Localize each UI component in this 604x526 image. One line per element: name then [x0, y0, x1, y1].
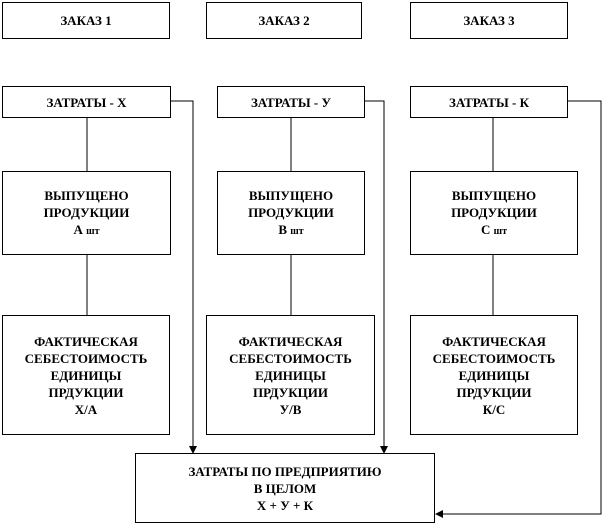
- total-line-2: В ЦЕЛОМ: [253, 480, 317, 496]
- unit-cost-1-line-3: ЕДИНИЦЫ: [50, 367, 122, 383]
- unit-cost-3-line-2: СЕБЕСТОИМОСТЬ: [432, 350, 556, 366]
- total-line-1: ЗАТРАТЫ ПО ПРЕДПРИЯТИЮ: [188, 463, 382, 479]
- unit-cost-2-box: [206, 315, 375, 435]
- unit-cost-3-line-1: ФАКТИЧЕСКАЯ: [442, 333, 546, 349]
- output-1-quantity: А шт: [73, 221, 100, 237]
- costs-2-box: [217, 86, 365, 118]
- unit-cost-2-line-2: СЕБЕСТОИМОСТЬ: [229, 350, 352, 366]
- unit-cost-2-formula: У/В: [279, 401, 302, 417]
- order-2-box: [206, 2, 362, 39]
- unit-cost-1-line-1: ФАКТИЧЕСКАЯ: [34, 333, 138, 349]
- costs-1-label: ЗАТРАТЫ - Х: [46, 94, 127, 110]
- arrow-costs-1-to-total: [171, 101, 193, 453]
- unit-cost-1-line-4: ПРДУКЦИИ: [48, 384, 124, 400]
- costs-1-box: [2, 86, 171, 118]
- output-1-line-1: ВЫПУЩЕНО: [44, 187, 129, 203]
- output-2-quantity: В шт: [278, 221, 304, 237]
- order-2-title: ЗАКАЗ 2: [258, 13, 310, 28]
- unit-cost-2-line-3: ЕДИНИЦЫ: [255, 367, 326, 383]
- output-3-line-1: ВЫПУЩЕНО: [451, 187, 537, 203]
- output-3-quantity: С шт: [481, 221, 507, 237]
- output-2-line-1: ВЫПУЩЕНО: [248, 187, 334, 203]
- unit-cost-3-line-3: ЕДИНИЦЫ: [458, 367, 530, 383]
- order-3-title: ЗАКАЗ 3: [463, 13, 515, 28]
- output-3-box: [410, 171, 578, 255]
- unit-cost-2-line-1: ФАКТИЧЕСКАЯ: [238, 333, 343, 349]
- order-1-title: ЗАКАЗ 1: [60, 13, 112, 28]
- unit-cost-2-line-4: ПРДУКЦИИ: [252, 384, 329, 400]
- output-2-line-2: ПРОДУКЦИИ: [248, 204, 334, 220]
- total-costs-box: [135, 453, 435, 523]
- total-formula: Х + У + К: [256, 497, 314, 513]
- unit-cost-3-box: [410, 315, 578, 435]
- costs-3-label: ЗАТРАТЫ - К: [449, 94, 529, 110]
- unit-cost-3-line-4: ПРДУКЦИИ: [456, 384, 532, 400]
- order-3-box: [410, 2, 568, 39]
- output-3-line-2: ПРОДУКЦИИ: [451, 204, 537, 220]
- order-1-box: [2, 2, 170, 39]
- costs-2-label: ЗАТРАТЫ - У: [250, 94, 332, 110]
- unit-cost-1-line-2: СЕБЕСТОИМОСТЬ: [24, 350, 148, 366]
- unit-cost-1-formula: Х/А: [74, 401, 98, 417]
- unit-cost-3-formula: К/С: [482, 401, 506, 417]
- arrow-costs-3-to-total: [436, 101, 601, 514]
- unit-cost-1-box: [2, 315, 170, 435]
- output-1-line-2: ПРОДУКЦИИ: [43, 204, 130, 220]
- output-1-box: [2, 171, 171, 255]
- output-2-box: [217, 171, 365, 255]
- costs-3-box: [410, 86, 568, 118]
